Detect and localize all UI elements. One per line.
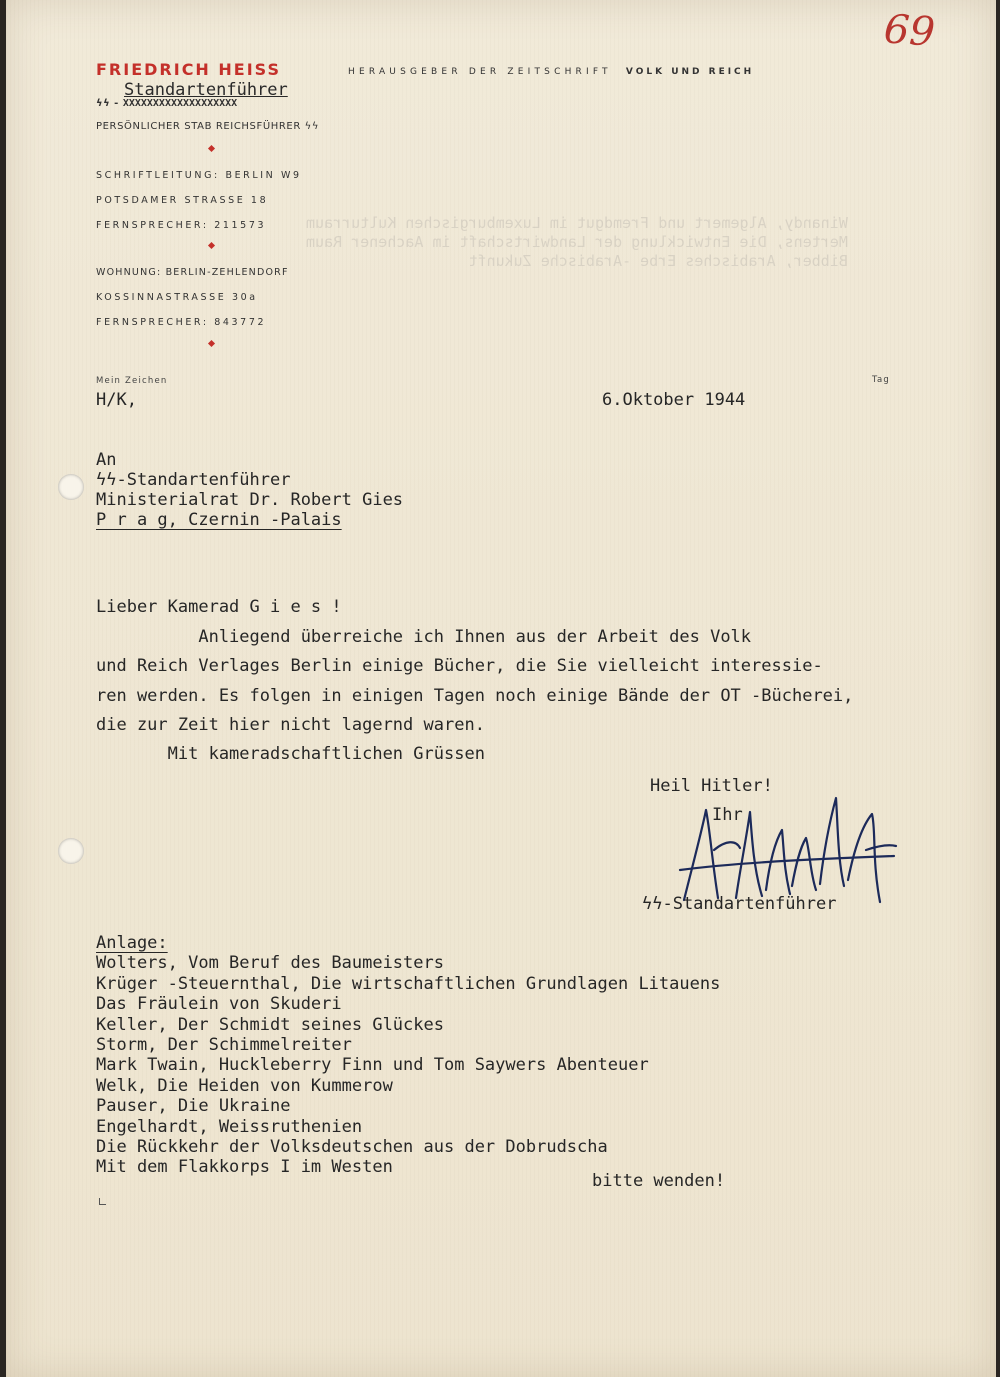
letterhead-office-phone: FERNSPRECHER: 211573 [96, 220, 267, 231]
rank-struck-prefix: ϟϟ - [96, 98, 119, 109]
turn-over-note: bitte wenden! [592, 1171, 726, 1191]
rank-struck-text: XXXXXXXXXXXXXXXXXXX [122, 98, 238, 109]
letterhead-home-address: WOHNUNG: BERLIN-ZEHLENDORF [96, 267, 289, 278]
red-diamond-icon [208, 145, 215, 152]
list-item: Mark Twain, Huckleberry Finn und Tom Saywers Abenteuer [96, 1055, 649, 1076]
body-paragraph: Anliegend überreiche ich Ihnen aus der Arbeit des Volk und Reich Verlages Berlin einige Bücher, die Sie vielleicht interessie- ren werden. Es folgen in einigen Tagen noch einige Bände der OT -Bücherei, die zur Zeit hier nicht lagernd waren. Mit kameradschaftlichen Grüssen [96, 627, 854, 765]
letterhead-home-street: KOSSINNASTRASSE 30a [96, 292, 258, 303]
list-item: Mit dem Flakkorps I im Westen [96, 1157, 393, 1178]
tagline-brand: VOLK UND REICH [625, 67, 755, 77]
punch-hole-bottom [58, 838, 84, 864]
recipient-line-4: P r a g, Czernin -Palais [96, 510, 342, 530]
closing-greeting: Heil Hitler! [650, 776, 773, 796]
letterhead-office-street: POTSDAMER STRASSE 18 [96, 195, 269, 206]
closing-ihr: Ihr [712, 805, 743, 825]
letterhead-tagline [348, 67, 754, 77]
enclosure-list [96, 933, 721, 1178]
signature-title: ϟϟ-Standartenführer [642, 894, 837, 914]
recipient-line-2: ϟϟ-Standartenführer [96, 470, 291, 490]
archive-number: 69 [882, 6, 937, 56]
tagline-prefix: HERAUSGEBER DER ZEITSCHRIFT [348, 67, 612, 77]
list-item: Engelhardt, Weissruthenien [96, 1116, 363, 1137]
red-diamond-icon [208, 340, 215, 347]
list-item: Krüger -Steuernthal, Die wirtschaftlichen Grundlagen Litauens [96, 973, 721, 994]
corner-mark [99, 1198, 106, 1205]
list-item: Storm, Der Schimmelreiter [96, 1035, 352, 1056]
letterhead-home-phone: FERNSPRECHER: 843772 [96, 317, 267, 328]
recipient-line-3: Ministerialrat Dr. Robert Gies [96, 490, 404, 510]
list-item: Die Rückkehr der Volksdeutschen aus der Dobrudscha [96, 1137, 608, 1158]
letterhead-rank-struck [96, 98, 237, 109]
list-item: Das Fräulein von Skuderi [96, 994, 342, 1015]
list-item: Keller, Der Schmidt seines Glückes [96, 1014, 444, 1035]
letter-date: 6.Oktober 1944 [602, 390, 746, 410]
bleed-through-text: Winandy, Algemert und Fremdgut im Luxemburgischen Kulturraum Mertens, Die Entwicklung der Landwirtschaft im Aachener Raum Bibber, Arabisches Erbe -Arabische Zukunft [306, 214, 848, 270]
letterhead-staff: PERSÖNLICHER STAB REICHSFÜHRER ϟϟ [96, 121, 320, 132]
punch-hole-top [58, 474, 84, 500]
letterhead-rank-typed: Standartenführer [124, 80, 288, 100]
list-item: Welk, Die Heiden von Kummerow [96, 1075, 393, 1096]
reference-label: Mein Zeichen [96, 376, 168, 386]
letterhead-office-address: SCHRIFTLEITUNG: BERLIN W9 [96, 170, 302, 181]
recipient-line-1: An [96, 450, 117, 470]
letterhead-name: FRIEDRICH HEISS [96, 60, 281, 79]
red-diamond-icon [208, 242, 215, 249]
salutation: Lieber Kamerad G i e s ! [96, 597, 342, 617]
day-label: Tag [872, 375, 890, 385]
reference-value: H/K, [96, 390, 137, 410]
enclosure-title: Anlage: [96, 933, 168, 953]
list-item: Pauser, Die Ukraine [96, 1096, 291, 1117]
list-item: Wolters, Vom Beruf des Baumeisters [96, 953, 444, 974]
letter-page [6, 0, 996, 1377]
